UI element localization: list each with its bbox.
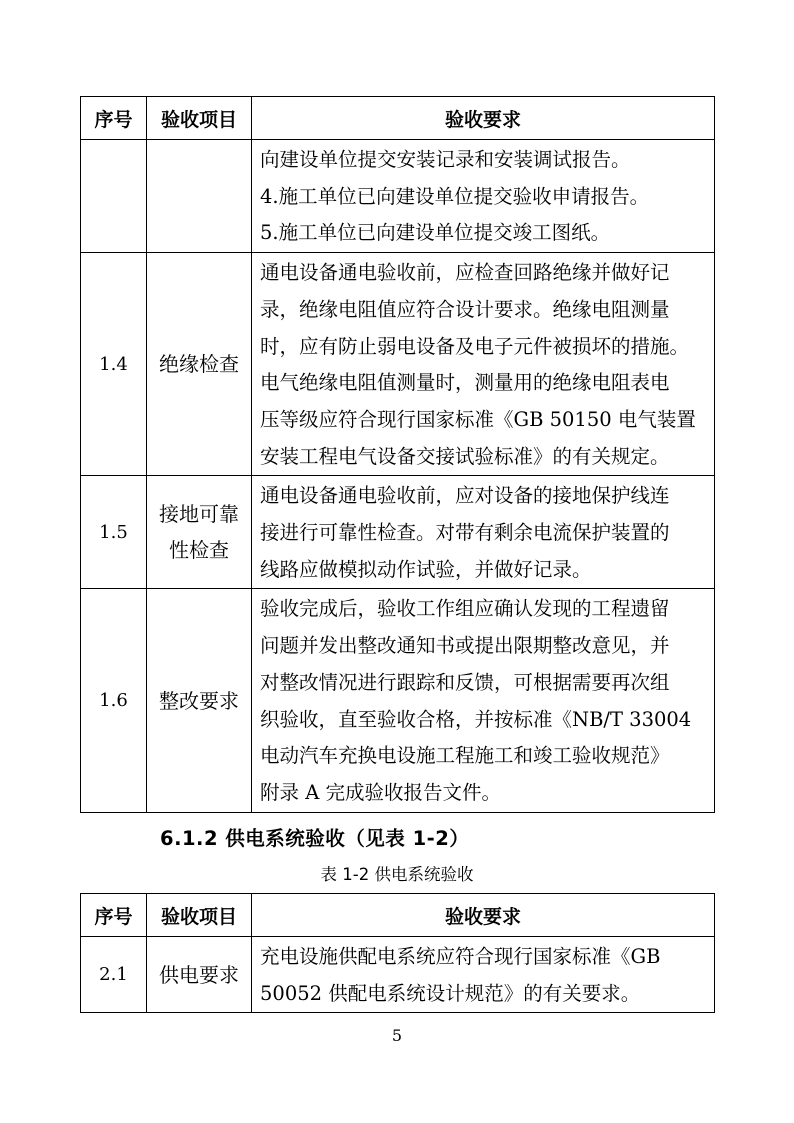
header-no: 序号 — [81, 894, 147, 937]
header-requirement: 验收要求 — [252, 894, 715, 937]
requirement-line: 压等级应符合现行国家标准《GB 50150 电气装置 — [260, 407, 696, 431]
section-heading: 6.1.2 供电系统验收（见表 1-2） — [160, 827, 470, 850]
table-row — [81, 589, 715, 812]
row-requirement — [252, 476, 715, 589]
requirement-line: 充电设施供配电系统应符合现行国家标准《GB — [260, 945, 661, 968]
header-item: 验收项目 — [147, 97, 252, 140]
row-no: 1.5 — [81, 476, 147, 589]
row-requirement — [252, 589, 715, 812]
page-number: 5 — [391, 1026, 403, 1045]
header-no: 序号 — [81, 97, 147, 140]
acceptance-table-2 — [80, 893, 715, 1013]
table-row — [81, 140, 715, 253]
requirement-line: 对整改情况进行跟踪和反馈，可根据需要再次组 — [260, 670, 670, 694]
row-item: 绝缘检查 — [147, 253, 252, 476]
requirement-line: 录，绝缘电阻值应符合设计要求。绝缘电阻测量 — [260, 297, 670, 321]
row-item — [147, 140, 252, 253]
row-no: 1.6 — [81, 589, 147, 812]
requirement-line: 4.施工单位已向建设单位提交验收申请报告。 — [260, 184, 650, 208]
header-item: 验收项目 — [147, 894, 252, 937]
table-row — [81, 937, 715, 1013]
requirement-line: 问题并发出整改通知书或提出限期整改意见，并 — [260, 634, 670, 658]
requirement-line: 安装工程电气设备交接试验标准》的有关规定。 — [260, 444, 670, 468]
row-item: 整改要求 — [147, 589, 252, 812]
requirement-line: 验收完成后，验收工作组应确认发现的工程遗留 — [260, 597, 670, 621]
table-header-row — [81, 894, 715, 937]
requirement-line: 接进行可靠性检查。对带有剩余电流保护装置的 — [260, 521, 670, 545]
acceptance-table-1 — [80, 96, 715, 813]
row-no: 1.4 — [81, 253, 147, 476]
requirement-line: 时，应有防止弱电设备及电子元件被损坏的措施。 — [260, 334, 690, 358]
row-item — [147, 476, 252, 589]
requirement-line: 电动汽车充换电设施工程施工和竣工验收规范》 — [260, 744, 670, 768]
requirement-line: 附录 A 完成验收报告文件。 — [260, 780, 501, 804]
requirement-line: 通电设备通电验收前，应对设备的接地保护线连 — [260, 484, 670, 508]
table-row — [81, 253, 715, 476]
requirement-line: 电气绝缘电阻值测量时，测量用的绝缘电阻表电 — [260, 371, 670, 395]
requirement-line: 线路应做模拟动作试验，并做好记录。 — [260, 557, 592, 581]
item-text: 接地可靠性检查 — [159, 502, 239, 563]
table-caption: 表 1-2 供电系统验收 — [320, 865, 474, 884]
table-row — [81, 476, 715, 589]
row-item: 供电要求 — [147, 937, 252, 1013]
row-no: 2.1 — [81, 937, 147, 1013]
table-header-row — [81, 97, 715, 140]
row-requirement — [252, 140, 715, 253]
row-no — [81, 140, 147, 253]
requirement-line: 5.施工单位已向建设单位提交竣工图纸。 — [260, 221, 611, 245]
header-requirement: 验收要求 — [252, 97, 715, 140]
requirement-line: 织验收，直至验收合格，并按标准《NB/T 33004 — [260, 707, 692, 731]
row-requirement — [252, 253, 715, 476]
requirement-line: 50052 供配电系统设计规范》的有关要求。 — [260, 981, 641, 1005]
row-requirement — [252, 937, 715, 1013]
requirement-line: 向建设单位提交安装记录和安装调试报告。 — [260, 148, 631, 171]
requirement-line: 通电设备通电验收前，应检查回路绝缘并做好记 — [260, 261, 670, 285]
